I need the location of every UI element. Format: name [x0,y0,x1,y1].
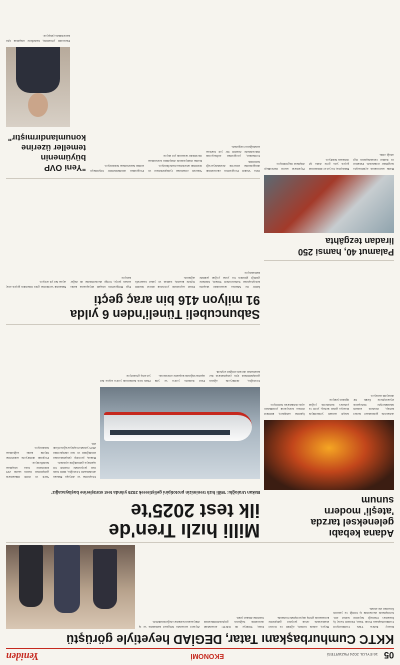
photo-figure [54,545,80,613]
fish-stall-photo [264,175,394,233]
body-column: Yerli ve milli imkanlarla geliştirilen trenin saatte 225 kilometre hıza ulaşması hedefleniyor. Projenin demiryolu sektörüne büyük katkı sağlaması bekleniyor. [6,446,49,479]
headline-line: temeller üzerine [21,143,86,153]
issue-date: 16 EYLÜL 2024 PAZARTESİ [326,652,378,657]
headline-line: liradan tezgâhta [325,236,394,247]
photo-figure [19,545,43,607]
body-column: Hızlı tren hatlarında yolcu sayısı her yıl artış gösteriyor. [99,374,151,383]
train-windows [110,430,230,435]
high-speed-train-photo [100,387,260,479]
headline-line: 91 milyon 416 bin araç geçti [93,293,260,307]
body-column: Uraloğlu, demiryolu ağının genişletilmesi için çalışmaların hız kesmeden devam ettiğini söyledi. [209,369,260,383]
body-column: Yeni hatlarla yolcu ve yük taşımacılığında kapasite artırılacak. [154,374,206,383]
brand-logo: Yeniden [6,650,39,661]
lower-story-headline [6,293,260,321]
kebab-photo [264,420,394,490]
lead-story-body [6,329,96,479]
body-column: Adana'da geleneksel lezzet kebap, modern sunum teknikleriyle birleşerek ziyaretçilere farklı bir deneyim sunuyor. [353,393,394,416]
headline-line: Sabuncubeli Tüneli'nden 6 yılda [70,307,260,321]
lower-story-body [6,183,260,289]
body-column: Bakanlık verilerine göre tünelden geçen araç sayısı her yıl artıyor. [6,280,67,289]
headline-line: ilk test 2025'te [130,499,260,520]
portrait-body [16,47,60,93]
divider [6,324,260,325]
portrait-head [28,93,48,117]
top-story-headline: KKTC Cumhurbaşkanı Tatar, DEGİAD heyetiyle görüştü [66,632,394,646]
photo-figure [93,549,117,609]
interview-headline [6,133,86,173]
divider [6,542,394,543]
top-story-photo [6,545,135,629]
body-column: Tünel sayesinde yolculuk süresi önemli ölçüde kısaldı, zaman ve yakıt tasarrufu sağlandı. [135,275,196,289]
lead-story-body-lower [100,329,260,383]
body-column: Tatar, Türkiye ile KKTC arasındaki ekonomik bağların güçlendirilmesinin önemine dikkat çekti. [203,615,265,629]
section-label: EKONOMİ [190,652,224,659]
body-column: Ateşli sunum yöntemiyle masaya gelen kebap, yerli ve yabancı turistlerin yoğun ilgisini çekiyor. [308,398,350,416]
headline-line: Adana kebabı [328,527,394,538]
body-column: Yatırım ortamının iyileştirilmesi ve üretimin artırılması hedefleniyor. Kamu maliyesinde disiplinin korunması öncelikler arasında yer alıyor. [148,154,202,173]
divider [6,178,260,179]
lead-story-deck: Bakan Uraloğlu: 'Milli hızlı trenimizin prototipini geliştirerek 2025 yılında test sürüşlerine başlayacağız' [51,490,260,495]
body-column: Fiyatların sezon ilerledikçe düşmesi öngörülüyor. [263,162,305,171]
side-story-headline [264,494,394,538]
body-column: Heyet, adada turizm, eğitim ve ticaret alanlarında ortak projeler geliştirme konusunda görüş alışverişinde bulundu. [268,615,330,629]
body-column: İzmir ile Manisa arasındaki ulaşımı kolaylaştıran Sabuncubeli Tüneli, hizmete girdiği günden bu yana yoğun şekilde kullanılıyor. [199,271,260,289]
bottom-left-body [264,7,394,171]
headline-line: geleneksel tarzda [310,516,394,527]
body-column: Kuzey Kıbrıs Türk Cumhuriyeti Cumhurbaşkanı Ersin Tatar, Denizli Genç İş İnsanları Derneği heyetini kabul etti. Görüşmede ekonomik iş birliği ve yatırım fırsatları ele alındı. [333,606,394,629]
headline-line: konumlandırmıştır" [7,133,86,143]
page-number: 05 [383,650,394,660]
body-column: Orta Vadeli Program'ın ekonomide dengelenme sürecini destekleyeceği belirtildi. Uzmanlar, programın enflasyonla mücadelede önemli bir yol haritası sunduğunu vurguladı. [206,145,260,173]
body-column: Ulaştırma ve Altyapı Bakanı Abdulkadir Uraloğlu, milli hızlı tren projesinde önemli bir aşamaya gelindiğini açıkladı. Bakan, prototip çalışmalarının sürdüğünü ve test sürüşlerinin 2025 yılında başlayacağını ifade etti. [53,441,96,479]
headline-line: "Yeni OVP [44,163,86,173]
body-column: İşletme sahipleri, kültürel mirası koruyarak yeniliklere açık olduklarını belirtiyor. [263,402,305,416]
body-column: Balık sezonunun açılmasıyla tezgâhlar renklendi. Palamut ve hamsi vatandaşların ilgi odağı oldu. [353,153,394,171]
headline-line: 'ateşli' modern [324,505,394,516]
top-story-body [139,559,394,629]
lead-story-headline [6,499,260,539]
body-column: Balıkçılar, bu yıl av miktarının geçen yıla göre daha iyi olmasını bekliyor. [308,157,350,171]
train-body [104,412,252,441]
headline-line: sunum [361,494,394,505]
headline-line: Milli hızlı Tren'de [108,519,260,540]
interview-body-right [6,7,70,43]
headline-line: Palamut 40, hamsi 250 [297,247,394,257]
interviewee-portrait [6,47,70,127]
headline-line: büyümenin [40,153,86,163]
divider [264,260,394,261]
bottom-left-headline [264,236,394,257]
masthead [6,648,394,661]
body-column: Programın sürdürülebilir büyümeye zemin hazırlaması bekleniyor. [90,164,144,173]
body-column: Ziyaret sırasında bölgesel kalkınma ve iş dünyasının katkıları değerlendirildi. [139,620,200,629]
side-story-body [264,266,394,416]
body-column: Ekonomi yönetimi, hedeflere ulaşmak için kararlılıkla çalışıyor. [6,34,70,43]
body-column: Ege Bölgesi'nin ulaşım altyapısına katkı sunan proje, bölge ekonomisine de değer katıyor. [70,275,131,289]
interview-body [90,7,260,173]
